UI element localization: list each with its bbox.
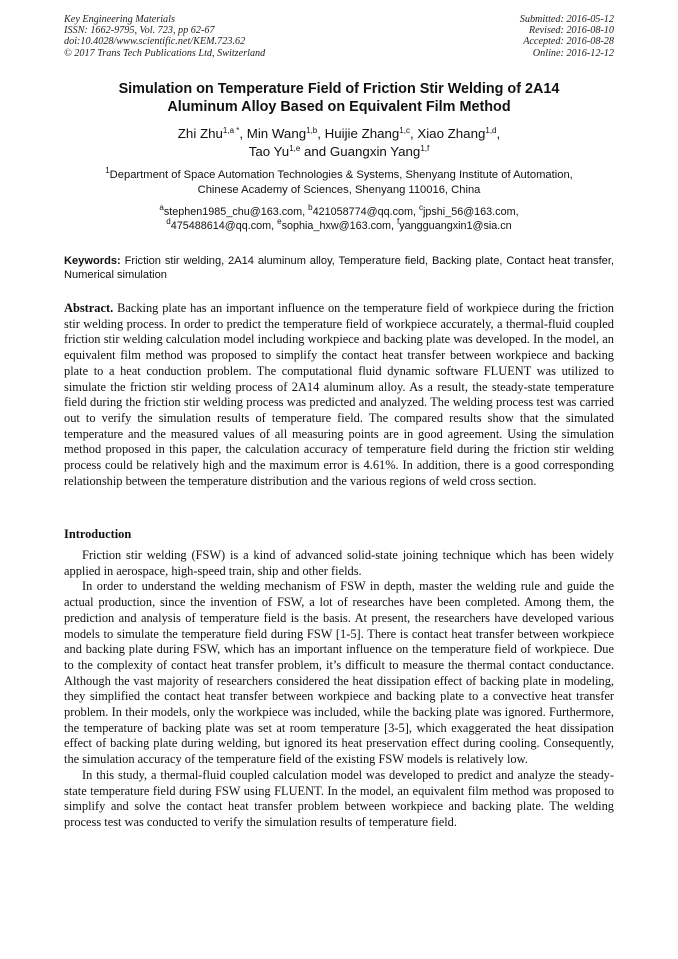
author-sep: , xyxy=(496,126,501,141)
author-sup: 1,e xyxy=(289,144,301,153)
affiliation-line-2: Chinese Academy of Sciences, Shenyang 110016, China xyxy=(197,184,481,196)
keywords-text: Friction stir welding, 2A14 aluminum alloy, Temperature field, Backing plate, Contact heat transfer, Numerical simulation xyxy=(64,255,614,281)
author-name: Xiao Zhang xyxy=(417,126,486,141)
title-line-2: Aluminum Alloy Based on Equivalent Film Method xyxy=(167,99,511,115)
online-date: Online: 2016-12-12 xyxy=(532,47,614,59)
email-link[interactable]: stephen1985_chu@163.com xyxy=(163,206,303,218)
author-name: Guangxin Yang xyxy=(329,144,421,159)
author-sup: 1,d xyxy=(485,126,497,135)
email-sep: , xyxy=(412,206,419,218)
abstract-text: Backing plate has an important influence on the temperature field of workpiece during the friction stir welding process. In order to predict the temperature field of workpiece accurately, a thermal-fluid coupled friction stir welding calculation model including workpiece and backing plate was developed. In the model, an equivalent film method was proposed to simplify the contact heat transfer between workpiece and backing plate to a heat conduction problem. The computational fluid dynamic software FLUENT was utilized to simulate the friction stir welding process of 2A14 aluminum alloy. As a result, the steady-state temperature field during the friction stir welding process was predicted and analyzed. The welding process test was carried out to verify the simulation results of temperature field. The compared results show that the simulated temperature and the measured values of all measuring points are in good agreement. Using the simulation method proposed in this paper, the calculation accuracy of temperature field during the friction stir welding process could be relatively high and the maximum error is 4.61%. In addition, there is a good corresponding relationship between the temperature distribution and the various regions of weld cross section. xyxy=(64,301,614,488)
keywords-label: Keywords: xyxy=(64,255,121,267)
author-sup: 1,c xyxy=(399,126,410,135)
author-sup: 1,a * xyxy=(222,126,240,135)
email-sup: d xyxy=(166,217,171,226)
email-link[interactable]: 421058774@qq.com xyxy=(312,206,413,218)
section-heading-introduction: Introduction xyxy=(64,527,132,541)
affiliation-text-1: Department of Space Automation Technologies & Systems, Shenyang Institute of Automation, xyxy=(109,169,573,181)
author-name: Min Wang xyxy=(246,126,307,141)
email-list xyxy=(60,205,618,233)
journal-info xyxy=(64,14,265,59)
author-line-1 xyxy=(60,125,618,143)
introduction-body xyxy=(64,548,614,831)
title-line-1: Simulation on Temperature Field of Friction Stir Welding of 2A14 xyxy=(118,81,560,97)
publication-dates xyxy=(520,14,614,59)
submitted-date: Submitted: 2016-05-12 xyxy=(519,14,614,25)
email-sup: a xyxy=(159,203,164,212)
author-sep: , xyxy=(409,126,418,141)
email-sup: b xyxy=(308,203,313,212)
email-sep: , xyxy=(391,220,398,232)
paper-title xyxy=(60,80,618,116)
email-link[interactable]: jpshi_56@163.com xyxy=(422,206,516,218)
issn: ISSN: 1662-9795, Vol. 723, pp 62-67 xyxy=(64,25,215,37)
author-name: Huijie Zhang xyxy=(324,126,400,141)
affiliation-line-1 xyxy=(60,168,618,183)
email-sup: e xyxy=(277,217,282,226)
author-sup: 1,b xyxy=(306,126,318,135)
email-link[interactable]: yangguangxin1@sia.cn xyxy=(399,220,512,232)
email-line-1 xyxy=(60,205,618,219)
abstract xyxy=(64,301,614,489)
intro-paragraph: Friction stir welding (FSW) is a kind of advanced solid-state joining technique which has been widely applied in aerospace, high-speed train, ship and other fields. xyxy=(64,548,614,578)
author-sep: , xyxy=(239,126,247,141)
email-link[interactable]: sophia_hxw@163.com xyxy=(281,220,392,232)
email-sep: , xyxy=(302,206,309,218)
author-line-2 xyxy=(60,143,618,161)
abstract-label: Abstract. xyxy=(64,301,114,315)
keywords xyxy=(64,254,614,282)
intro-paragraph: In order to understand the welding mechanism of FSW in depth, master the welding rule and guide the actual production, since the invention of FSW, a lot of researches have been completed. Among them, the prediction and analysis of temperature field is the basis. At present, the researchers have developed various models to simulate the temperature field during FSW [1-5]. There is contact heat transfer between workpiece and backing plate during FSW, which has an important influence on the temperature field of workpiece. Due to the complexity of contact heat transfer problem, it’s difficult to measure the thermal contact conductance. Although the vast majority of researchers considered the heat dissipation effect of backing plate in modeling, they simplified the contact heat transfer between workpiece and backing plate to a convective heat transfer problem. In their models, only the workpiece was included, while the backing plate was ignored. Furthermore, the temperature of backing plate was set at room temperature [3-5], which exaggerated the heat dissipation effect of backing plate during welding, but ignored its heat preservation effect during cooling. Consequently, the simulation accuracy of the temperature field of the existing FSW models is relatively low. xyxy=(64,579,614,767)
author-list xyxy=(60,125,618,161)
author-sep: and xyxy=(300,144,330,159)
email-link[interactable]: 475488614@qq.com xyxy=(170,220,272,232)
journal-name: Key Engineering Materials xyxy=(64,14,175,25)
affiliation-sup: 1 xyxy=(105,166,110,175)
email-sup: c xyxy=(418,203,423,212)
intro-paragraph: In this study, a thermal-fluid coupled calculation model was developed to predict and analyze the steady-state temperature field during FSW using FLUENT. In the model, an equivalent film method was proposed to simplify and solve the contact heat transfer problem between workpiece and backing plate. The welding process test was conducted to verify the simulation results of temperature field. xyxy=(64,767,614,829)
author-sup: 1,f xyxy=(420,144,430,153)
author-name: Tao Yu xyxy=(248,144,290,159)
author-name: Zhi Zhu xyxy=(177,126,223,141)
email-sep: , xyxy=(271,220,278,232)
email-sep: , xyxy=(515,206,519,218)
author-sep: , xyxy=(317,126,325,141)
doi: doi:10.4028/www.scientific.net/KEM.723.62 xyxy=(64,36,246,48)
accepted-date: Accepted: 2016-08-28 xyxy=(523,36,614,48)
revised-date: Revised: 2016-08-10 xyxy=(528,25,614,37)
copyright: © 2017 Trans Tech Publications Ltd, Switzerland xyxy=(64,47,266,59)
email-line-2 xyxy=(60,219,618,233)
email-sup: f xyxy=(397,217,400,226)
affiliation xyxy=(60,168,618,198)
